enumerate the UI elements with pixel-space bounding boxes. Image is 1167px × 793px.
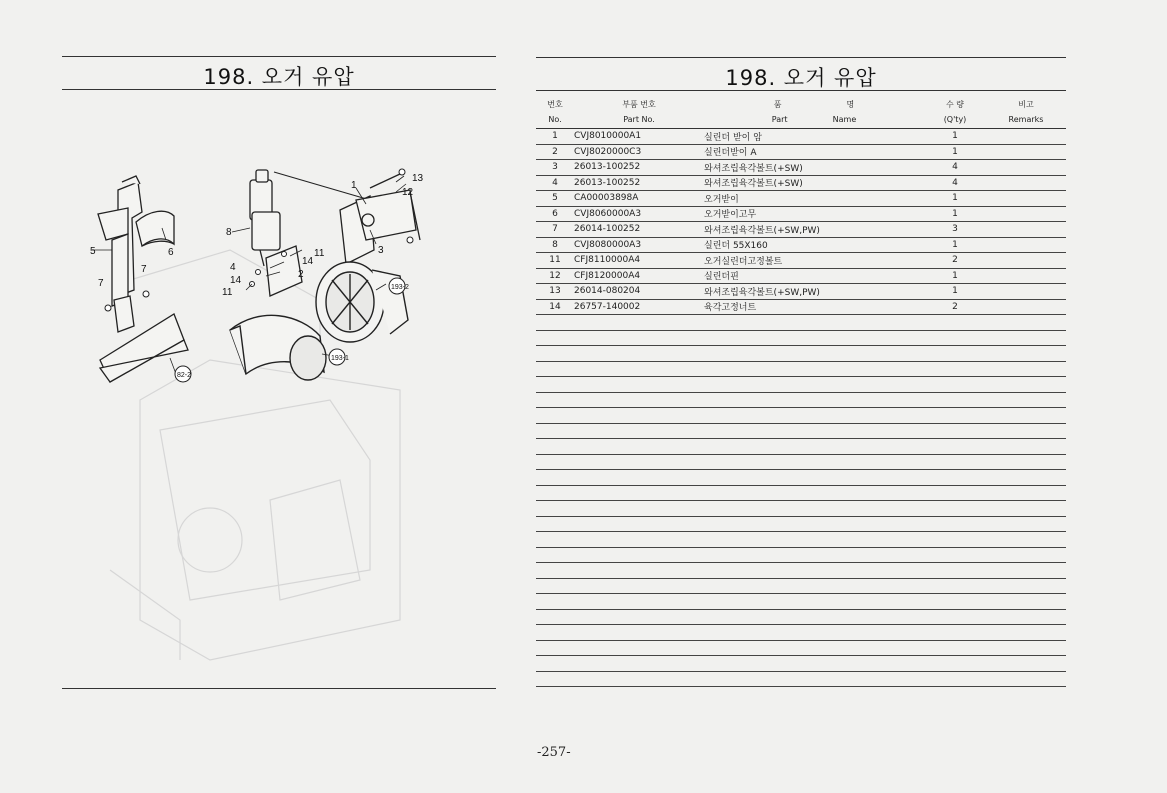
cell-empty	[986, 485, 1066, 501]
cell-empty	[536, 656, 574, 672]
cell-empty	[536, 470, 574, 486]
cell-empty	[924, 501, 986, 517]
cell-empty	[986, 532, 1066, 548]
cell-empty	[536, 640, 574, 656]
cell-no: 5	[536, 191, 574, 207]
cell-name: 오거받이	[704, 191, 924, 207]
cell-qty: 1	[924, 206, 986, 222]
cell-empty	[574, 361, 704, 377]
cell-empty	[986, 578, 1066, 594]
blank-table-row	[536, 563, 1066, 579]
cell-empty	[986, 547, 1066, 563]
cell-name: 실린더받이 A	[704, 144, 924, 160]
cell-no: 7	[536, 222, 574, 238]
cell-empty	[986, 330, 1066, 346]
cell-empty	[536, 609, 574, 625]
cell-no: 3	[536, 160, 574, 176]
blank-table-row	[536, 454, 1066, 470]
header-remarks-ko: 비고	[1018, 100, 1034, 109]
callout-3: 3	[378, 245, 384, 256]
cell-remarks	[986, 222, 1066, 238]
cell-empty	[536, 330, 574, 346]
callout-13: 13	[412, 173, 424, 184]
cell-empty	[704, 640, 924, 656]
cell-empty	[704, 563, 924, 579]
cell-empty	[924, 609, 986, 625]
cell-qty: 1	[924, 191, 986, 207]
blank-table-row	[536, 609, 1066, 625]
callout-4: 4	[230, 262, 236, 273]
cell-qty: 3	[924, 222, 986, 238]
cell-empty	[704, 547, 924, 563]
callout-11b: 11	[222, 287, 233, 298]
cell-empty	[704, 671, 924, 687]
cell-empty	[574, 516, 704, 532]
parts-table	[536, 90, 1066, 687]
cell-empty	[704, 656, 924, 672]
cell-empty	[924, 377, 986, 393]
callout-193-1: 193-1	[331, 355, 349, 362]
blank-table-row	[536, 547, 1066, 563]
cell-empty	[924, 361, 986, 377]
cell-empty	[924, 470, 986, 486]
header-name-en-2: Name	[832, 114, 857, 124]
cell-remarks	[986, 175, 1066, 191]
cell-empty	[986, 392, 1066, 408]
cell-remarks	[986, 191, 1066, 207]
callout-6: 6	[168, 247, 174, 258]
cell-empty	[924, 330, 986, 346]
cell-empty	[924, 346, 986, 362]
blank-table-row	[536, 532, 1066, 548]
blank-table-row	[536, 392, 1066, 408]
cell-no: 2	[536, 144, 574, 160]
cell-empty	[536, 361, 574, 377]
cell-remarks	[986, 144, 1066, 160]
blank-table-row	[536, 625, 1066, 641]
callout-11a: 11	[314, 248, 325, 259]
cell-empty	[574, 392, 704, 408]
cell-remarks	[986, 299, 1066, 315]
cell-empty	[704, 392, 924, 408]
part-6-rubber	[136, 211, 174, 246]
blank-table-row	[536, 315, 1066, 331]
blank-table-row	[536, 330, 1066, 346]
cell-qty: 1	[924, 237, 986, 253]
callout-2: 2	[298, 269, 304, 280]
header-part-no-ko: 부품 번호	[622, 100, 656, 109]
cell-empty	[704, 377, 924, 393]
cell-empty	[536, 346, 574, 362]
cell-no: 4	[536, 175, 574, 191]
table-row	[536, 299, 1066, 315]
cell-empty	[536, 485, 574, 501]
cell-empty	[574, 656, 704, 672]
callout-5: 5	[90, 246, 96, 257]
cell-empty	[574, 330, 704, 346]
cell-empty	[986, 454, 1066, 470]
cell-empty	[574, 594, 704, 610]
cell-qty: 1	[924, 284, 986, 300]
header-name-en	[704, 110, 924, 129]
cell-empty	[924, 640, 986, 656]
cell-empty	[704, 423, 924, 439]
cell-empty	[536, 625, 574, 641]
cell-empty	[986, 315, 1066, 331]
cell-empty	[924, 656, 986, 672]
left-page	[0, 0, 520, 793]
cell-empty	[574, 625, 704, 641]
cell-empty	[536, 501, 574, 517]
header-qty-en: (Q'ty)	[924, 110, 986, 129]
blank-table-row	[536, 408, 1066, 424]
cell-no: 6	[536, 206, 574, 222]
cell-empty	[924, 578, 986, 594]
table-row	[536, 284, 1066, 300]
cell-no: 14	[536, 299, 574, 315]
cell-qty: 4	[924, 160, 986, 176]
blank-table-row	[536, 439, 1066, 455]
cell-qty: 1	[924, 144, 986, 160]
cell-empty	[924, 408, 986, 424]
callout-82-2: 82-2	[177, 372, 192, 379]
callout-7b: 7	[141, 264, 147, 275]
cell-qty: 2	[924, 299, 986, 315]
cell-empty	[536, 315, 574, 331]
right-page-title: 198. 오거 유압	[725, 66, 877, 90]
cell-empty	[536, 547, 574, 563]
cell-empty	[924, 315, 986, 331]
cell-empty	[986, 516, 1066, 532]
blank-table-row	[536, 594, 1066, 610]
table-row	[536, 160, 1066, 176]
cell-empty	[704, 578, 924, 594]
cell-part-no: 26014-080204	[574, 284, 704, 300]
cell-name: 오거받이고무	[704, 206, 924, 222]
left-page-title: 198. 오거 유압	[203, 65, 355, 89]
blank-table-row	[536, 485, 1066, 501]
cell-name: 오거실린더고정볼트	[704, 253, 924, 269]
cell-name: 와셔조립육각볼트(+SW)	[704, 160, 924, 176]
callout-193-2: 193-2	[391, 284, 409, 291]
cell-name: 와셔조립육각볼트(+SW,PW)	[704, 222, 924, 238]
header-name-ko	[704, 90, 924, 110]
cell-empty	[704, 315, 924, 331]
cell-empty	[924, 392, 986, 408]
table-row	[536, 191, 1066, 207]
cell-name: 육각고정너트	[704, 299, 924, 315]
cell-empty	[986, 377, 1066, 393]
header-remarks-en: Remarks	[986, 110, 1066, 129]
cell-empty	[924, 532, 986, 548]
exploded-parts-diagram	[70, 100, 490, 670]
cell-empty	[574, 563, 704, 579]
cell-empty	[574, 454, 704, 470]
cell-empty	[704, 361, 924, 377]
table-row	[536, 129, 1066, 145]
cell-empty	[986, 439, 1066, 455]
cell-empty	[986, 501, 1066, 517]
cell-qty: 1	[924, 268, 986, 284]
cell-empty	[986, 656, 1066, 672]
callout-7a: 7	[98, 278, 104, 289]
cell-empty	[986, 625, 1066, 641]
cell-empty	[704, 532, 924, 548]
cell-empty	[986, 423, 1066, 439]
cell-empty	[574, 315, 704, 331]
cell-empty	[574, 501, 704, 517]
cell-part-no: CVJ8080000A3	[574, 237, 704, 253]
blank-table-row	[536, 377, 1066, 393]
cell-empty	[986, 408, 1066, 424]
cell-empty	[924, 454, 986, 470]
table-row	[536, 253, 1066, 269]
cell-empty	[924, 516, 986, 532]
header-name-ko-2: 명	[846, 100, 855, 109]
cell-part-no: CVJ8020000C3	[574, 144, 704, 160]
blank-table-row	[536, 423, 1066, 439]
cell-part-no: 26014-100252	[574, 222, 704, 238]
cell-empty	[704, 330, 924, 346]
cell-empty	[536, 423, 574, 439]
cell-empty	[574, 470, 704, 486]
cell-no: 11	[536, 253, 574, 269]
cell-empty	[986, 470, 1066, 486]
parts-table-body	[536, 129, 1066, 687]
cell-empty	[924, 439, 986, 455]
cell-empty	[536, 671, 574, 687]
cell-part-no: CA00003898A	[574, 191, 704, 207]
cell-empty	[574, 547, 704, 563]
cell-no: 12	[536, 268, 574, 284]
cell-qty: 1	[924, 129, 986, 145]
cell-empty	[574, 578, 704, 594]
callout-14b: 14	[230, 275, 242, 286]
header-part-no-en: Part No.	[574, 110, 704, 129]
callout-1: 1	[351, 180, 357, 191]
cell-remarks	[986, 253, 1066, 269]
cell-empty	[536, 578, 574, 594]
cell-empty	[704, 516, 924, 532]
cell-empty	[704, 609, 924, 625]
cell-part-no: 26013-100252	[574, 175, 704, 191]
right-page	[520, 0, 1167, 793]
table-row	[536, 268, 1066, 284]
cell-empty	[704, 625, 924, 641]
cell-empty	[536, 594, 574, 610]
blank-table-row	[536, 656, 1066, 672]
table-row	[536, 144, 1066, 160]
cell-empty	[536, 392, 574, 408]
cell-empty	[704, 485, 924, 501]
blank-table-row	[536, 671, 1066, 687]
cell-remarks	[986, 160, 1066, 176]
cell-part-no: CFJ8120000A4	[574, 268, 704, 284]
blank-table-row	[536, 578, 1066, 594]
cell-empty	[536, 454, 574, 470]
cell-empty	[704, 594, 924, 610]
cell-name: 실린더 55X160	[704, 237, 924, 253]
table-row	[536, 175, 1066, 191]
cell-empty	[574, 439, 704, 455]
cell-empty	[574, 609, 704, 625]
cell-remarks	[986, 206, 1066, 222]
cell-empty	[986, 563, 1066, 579]
page-number: -257-	[537, 745, 571, 760]
header-no-ko: 번호	[547, 100, 563, 109]
cell-empty	[924, 547, 986, 563]
cell-no: 8	[536, 237, 574, 253]
cell-remarks	[986, 284, 1066, 300]
blank-table-row	[536, 470, 1066, 486]
cell-empty	[574, 408, 704, 424]
cell-empty	[536, 516, 574, 532]
cell-empty	[574, 485, 704, 501]
cell-empty	[574, 377, 704, 393]
cell-empty	[924, 423, 986, 439]
cell-empty	[574, 423, 704, 439]
cell-no: 13	[536, 284, 574, 300]
cell-empty	[704, 346, 924, 362]
cell-empty	[536, 439, 574, 455]
blank-table-row	[536, 361, 1066, 377]
blank-table-row	[536, 640, 1066, 656]
table-row	[536, 237, 1066, 253]
cell-qty: 2	[924, 253, 986, 269]
cell-empty	[986, 609, 1066, 625]
right-title-bar	[536, 57, 1066, 91]
cell-empty	[986, 346, 1066, 362]
table-row	[536, 222, 1066, 238]
cell-empty	[924, 594, 986, 610]
cell-empty	[704, 408, 924, 424]
cell-part-no: 26013-100252	[574, 160, 704, 176]
cell-empty	[986, 594, 1066, 610]
cell-empty	[574, 346, 704, 362]
header-no-en: No.	[536, 110, 574, 129]
cell-empty	[574, 532, 704, 548]
cell-empty	[924, 671, 986, 687]
header-name-en-1: Part	[771, 114, 788, 124]
cell-empty	[704, 501, 924, 517]
cell-name: 와셔조립육각볼트(+SW,PW)	[704, 284, 924, 300]
cell-no: 1	[536, 129, 574, 145]
cell-empty	[986, 361, 1066, 377]
cell-empty	[536, 532, 574, 548]
cell-empty	[704, 454, 924, 470]
cell-empty	[704, 439, 924, 455]
cell-empty	[986, 640, 1066, 656]
cell-remarks	[986, 268, 1066, 284]
table-row	[536, 206, 1066, 222]
left-bottom-rule	[62, 688, 496, 689]
cell-empty	[536, 377, 574, 393]
cell-part-no: 26757-140002	[574, 299, 704, 315]
cell-empty	[924, 625, 986, 641]
blank-table-row	[536, 346, 1066, 362]
callout-12: 12	[402, 187, 414, 198]
cell-part-no: CVJ8010000A1	[574, 129, 704, 145]
cell-part-no: CVJ8060000A3	[574, 206, 704, 222]
cell-empty	[924, 563, 986, 579]
cell-empty	[924, 485, 986, 501]
cell-qty: 4	[924, 175, 986, 191]
cell-empty	[986, 671, 1066, 687]
cell-empty	[536, 408, 574, 424]
callout-8: 8	[226, 227, 232, 238]
cell-remarks	[986, 129, 1066, 145]
header-qty-ko: 수 량	[946, 100, 964, 109]
cell-empty	[574, 671, 704, 687]
callout-14a: 14	[302, 256, 314, 267]
cell-name: 와셔조립육각볼트(+SW)	[704, 175, 924, 191]
cell-remarks	[986, 237, 1066, 253]
cell-name: 실린더핀	[704, 268, 924, 284]
cell-empty	[704, 470, 924, 486]
cell-empty	[574, 640, 704, 656]
blank-table-row	[536, 516, 1066, 532]
header-name-ko-1: 품	[773, 100, 782, 109]
left-title-bar	[62, 56, 496, 90]
cell-empty	[536, 563, 574, 579]
cell-part-no: CFJ8110000A4	[574, 253, 704, 269]
blank-table-row	[536, 501, 1066, 517]
cell-name: 실린더 받이 암	[704, 129, 924, 145]
